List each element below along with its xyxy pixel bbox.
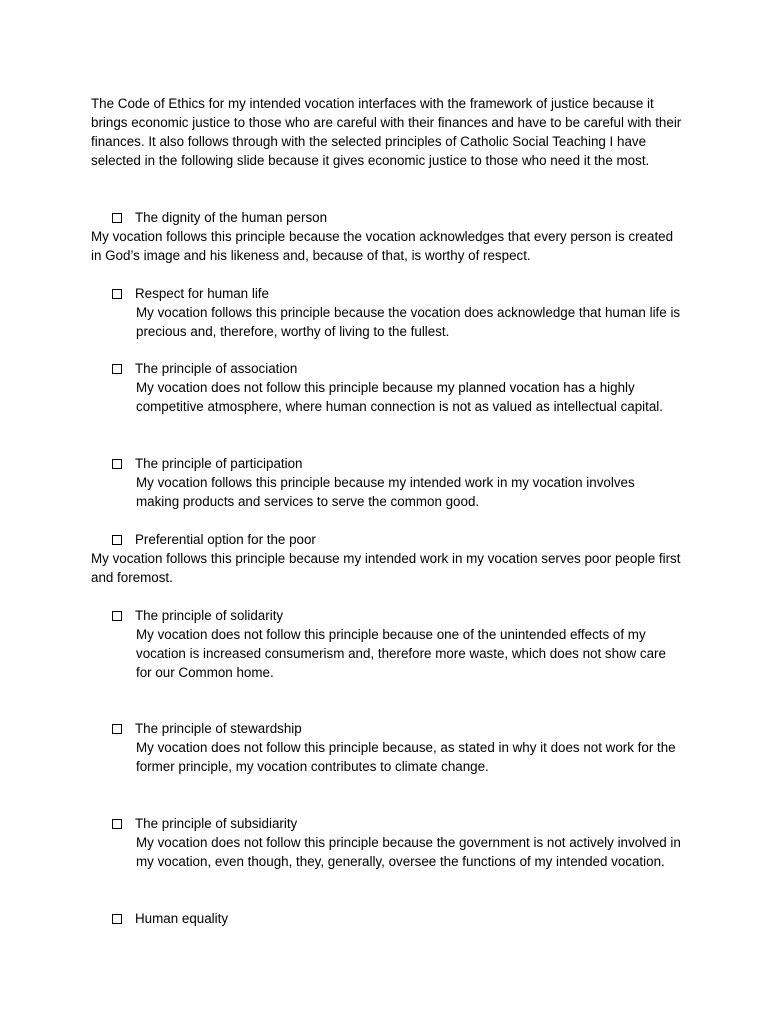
principle-text-preferential-option: My vocation follows this principle because my intended work in my vocation serves poor people first and foremost.: [91, 551, 681, 585]
principle-text: My vocation does not follow this principle because the government is not actively involved in my vocation, even though, they, generally, oversee the functions of my intended vocation.: [136, 835, 681, 869]
principle-item-preferential-option: [112, 530, 692, 549]
principle-text: My vocation follows this principle because my intended work in my vocation involves making products and services to serve the common good.: [136, 475, 635, 509]
principle-item-solidarity: [112, 606, 692, 682]
principle-title: The dignity of the human person: [135, 210, 328, 225]
checkbox-icon: [112, 914, 122, 924]
checkbox-icon: [112, 213, 122, 223]
intro-paragraph: The Code of Ethics for my intended vocation interfaces with the framework of justice because it brings economic justice to those who are careful with their finances and have to be careful with their finances. It also follows through with the selected principles of Catholic Social Teaching I have selected in the following slide because it gives economic justice to those who need it the most.: [91, 96, 682, 168]
principle-title: Respect for human life: [135, 286, 269, 301]
principle-text: My vocation does not follow this principle because one of the unintended effects of my vocation is increased consumerism and, therefore more waste, which does not show care for our Common home.: [136, 627, 666, 680]
checkbox-icon: [112, 724, 122, 734]
principle-title: Preferential option for the poor: [135, 532, 316, 547]
principle-text: My vocation follows this principle because the vocation does acknowledge that human life is precious and, therefore, worthy of living to the fullest.: [136, 305, 681, 339]
checkbox-icon: [112, 364, 122, 374]
checkbox-icon: [112, 289, 122, 299]
principle-item-human-equality: [112, 909, 692, 928]
principle-title: The principle of participation: [135, 456, 303, 471]
principle-text-dignity: My vocation follows this principle because the vocation acknowledges that every person is created in God’s image and his likeness and, because of that, is worthy of respect.: [91, 229, 674, 263]
principle-title: The principle of solidarity: [135, 608, 284, 623]
checkbox-icon: [112, 819, 122, 829]
principle-item-dignity: [112, 208, 692, 227]
checkbox-icon: [112, 611, 122, 621]
principle-item-association: [112, 359, 692, 416]
principle-item-subsidiarity: [112, 814, 692, 871]
principle-title: The principle of subsidiarity: [135, 816, 298, 831]
principle-item-respect-life: [112, 284, 692, 341]
checkbox-icon: [112, 459, 122, 469]
principle-title: The principle of stewardship: [135, 721, 302, 736]
principle-text: My vocation does not follow this principle because, as stated in why it does not work for the former principle, my vocation contributes to climate change.: [136, 740, 676, 774]
principle-item-stewardship: [112, 719, 692, 776]
principle-title: Human equality: [135, 911, 229, 926]
principle-item-participation: [112, 454, 692, 511]
principle-text: My vocation does not follow this principle because my planned vocation has a highly competitive atmosphere, where human connection is not as valued as intellectual capital.: [136, 380, 663, 414]
principle-title: The principle of association: [135, 361, 298, 376]
checkbox-icon: [112, 535, 122, 545]
